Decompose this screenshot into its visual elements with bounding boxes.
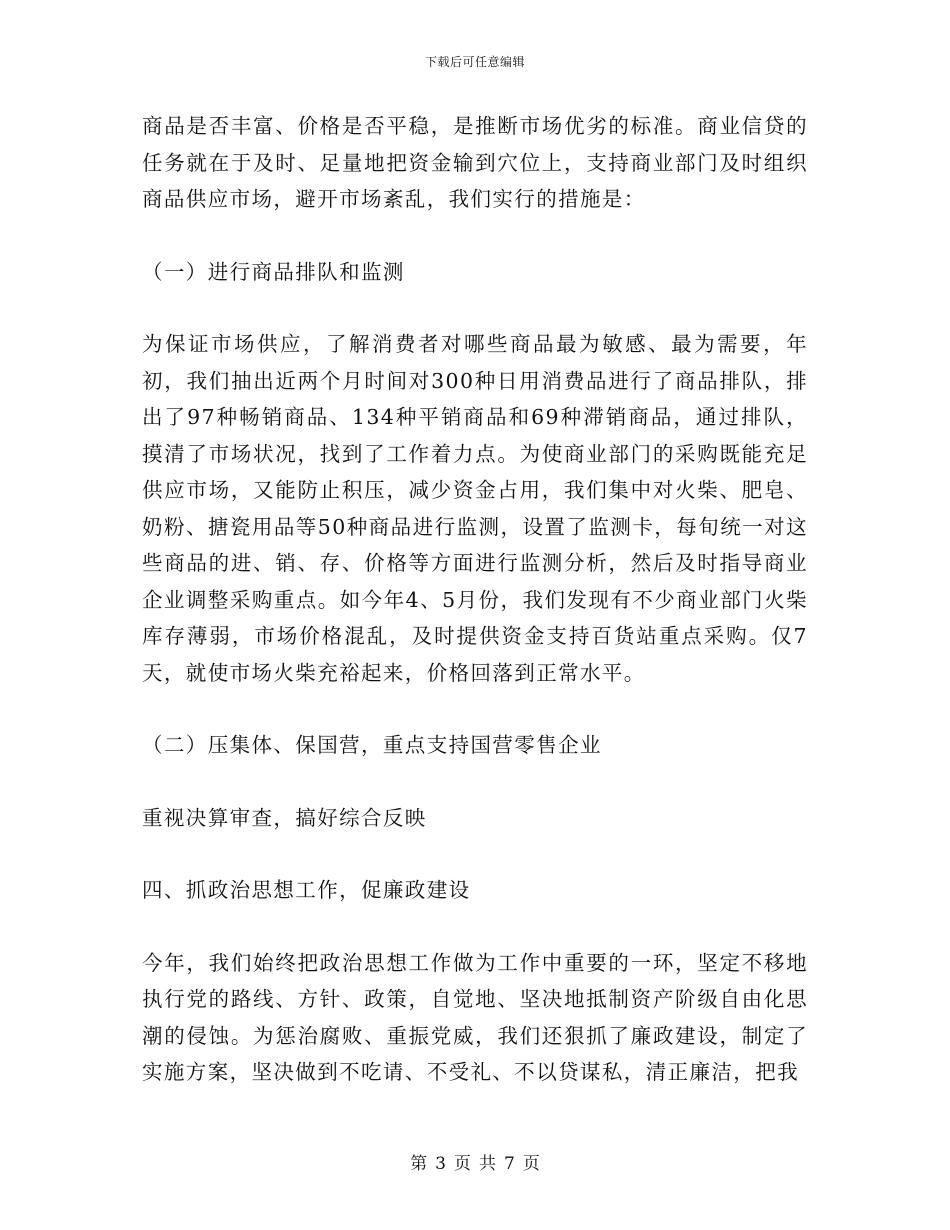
footer-prefix: 第 (410, 1154, 428, 1174)
footer-total-pages: 7 (504, 1154, 515, 1174)
paragraph-political-work: 今年，我们始终把政治思想工作做为工作中重要的一环，坚定不移地执行党的路线、方针、政策，自觉地、坚决地抵制资产阶级自由化思潮的侵蚀。为惩治腐败、重振党威，我们还狠抓了廉政建设，制定了实施方案，坚决做到不吃请、不受礼、不以贷谋私，清正廉洁，把我 (142, 950, 808, 1084)
section-heading-4: 四、抓政治思想工作，促廉政建设 (142, 878, 471, 902)
paragraph-market-standard: 商品是否丰富、价格是否平稳，是推断市场优劣的标准。商业信贷的任务就在于及时、足量地把资金输到穴位上，支持商业部门及时组织商品供应市场，避开市场紊乱，我们实行的措施是： (142, 114, 808, 211)
paragraph-commodity-ranking: 为保证市场供应，了解消费者对哪些商品最为敏感、最为需要，年初，我们抽出近两个月时间对300种日用消费品进行了商品排队，排出了97种畅销商品、134种平销商品和69种滞销商品，通过排队，摸清了市场状况，找到了工作着力点。为使商业部门的采购既能充足供应市场，又能防止积压，减少资金占用，我们集中对火柴、肥皂、奶粉、搪瓷用品等50种商品进行监测，设置了监测卡，每旬统一对这些商品的进、销、存、价格等方面进行监测分析，然后及时指导商业企业调整采购重点。如今年4、5月份，我们发现有不少商业部门火柴库存薄弱，市场价格混乱，及时提供资金支持百货站重点采购。仅7天，就使市场火柴充裕起来，价格回落到正常水平。 (142, 332, 808, 685)
section-heading-2: （二）压集体、保国营，重点支持国营零售企业 (142, 733, 602, 757)
footer-total-word: 共 (479, 1154, 496, 1174)
document-body (142, 108, 808, 1091)
section-heading-3: 重视决算审查，搞好综合反映 (142, 805, 427, 830)
footer-page-word: 页 (454, 1154, 471, 1174)
page-footer (0, 1153, 950, 1175)
page-header: 下载后可任意编辑 (424, 55, 525, 69)
footer-suffix: 页 (522, 1154, 540, 1174)
footer-current-page: 3 (435, 1154, 446, 1174)
section-heading-1: （一）进行商品排队和监测 (142, 259, 405, 284)
